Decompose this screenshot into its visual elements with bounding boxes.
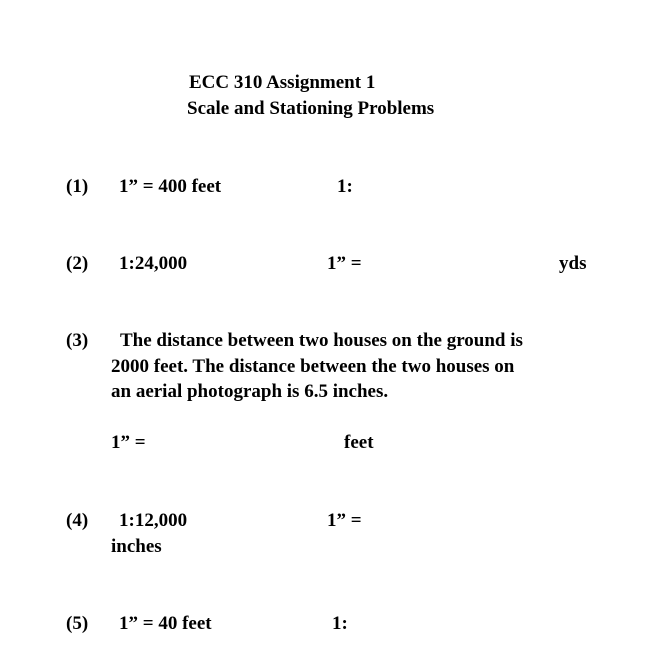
problem-text-line: an aerial photograph is 6.5 inches. bbox=[111, 381, 389, 402]
problem-text-line: 2000 feet. The distance between the two houses on bbox=[111, 356, 515, 377]
problem-given-scale: 1” = 40 feet bbox=[119, 613, 212, 634]
problem-text-line: The distance between two houses on the ground is bbox=[120, 330, 523, 351]
problem-given-scale: 1:12,000 bbox=[119, 510, 188, 531]
problem-given-scale: 1:24,000 bbox=[119, 253, 188, 274]
problem-given-scale: 1” = 400 feet bbox=[119, 176, 222, 197]
document-title: ECC 310 Assignment 1 bbox=[189, 72, 376, 93]
problem-number: (2) bbox=[66, 253, 89, 274]
problem-number: (3) bbox=[66, 330, 89, 351]
answer-prefix: 1: bbox=[332, 613, 348, 634]
problem-number: (1) bbox=[66, 176, 89, 197]
answer-unit: feet bbox=[344, 432, 374, 453]
problem-number: (5) bbox=[66, 613, 89, 634]
answer-unit: yds bbox=[559, 253, 587, 274]
answer-prefix: 1” = bbox=[111, 432, 146, 453]
problem-number: (4) bbox=[66, 510, 89, 531]
answer-prefix: 1” = bbox=[327, 253, 362, 274]
document-subtitle: Scale and Stationing Problems bbox=[187, 98, 435, 119]
answer-prefix: 1” = bbox=[327, 510, 362, 531]
answer-unit: inches bbox=[111, 536, 162, 557]
answer-prefix: 1: bbox=[337, 176, 353, 197]
